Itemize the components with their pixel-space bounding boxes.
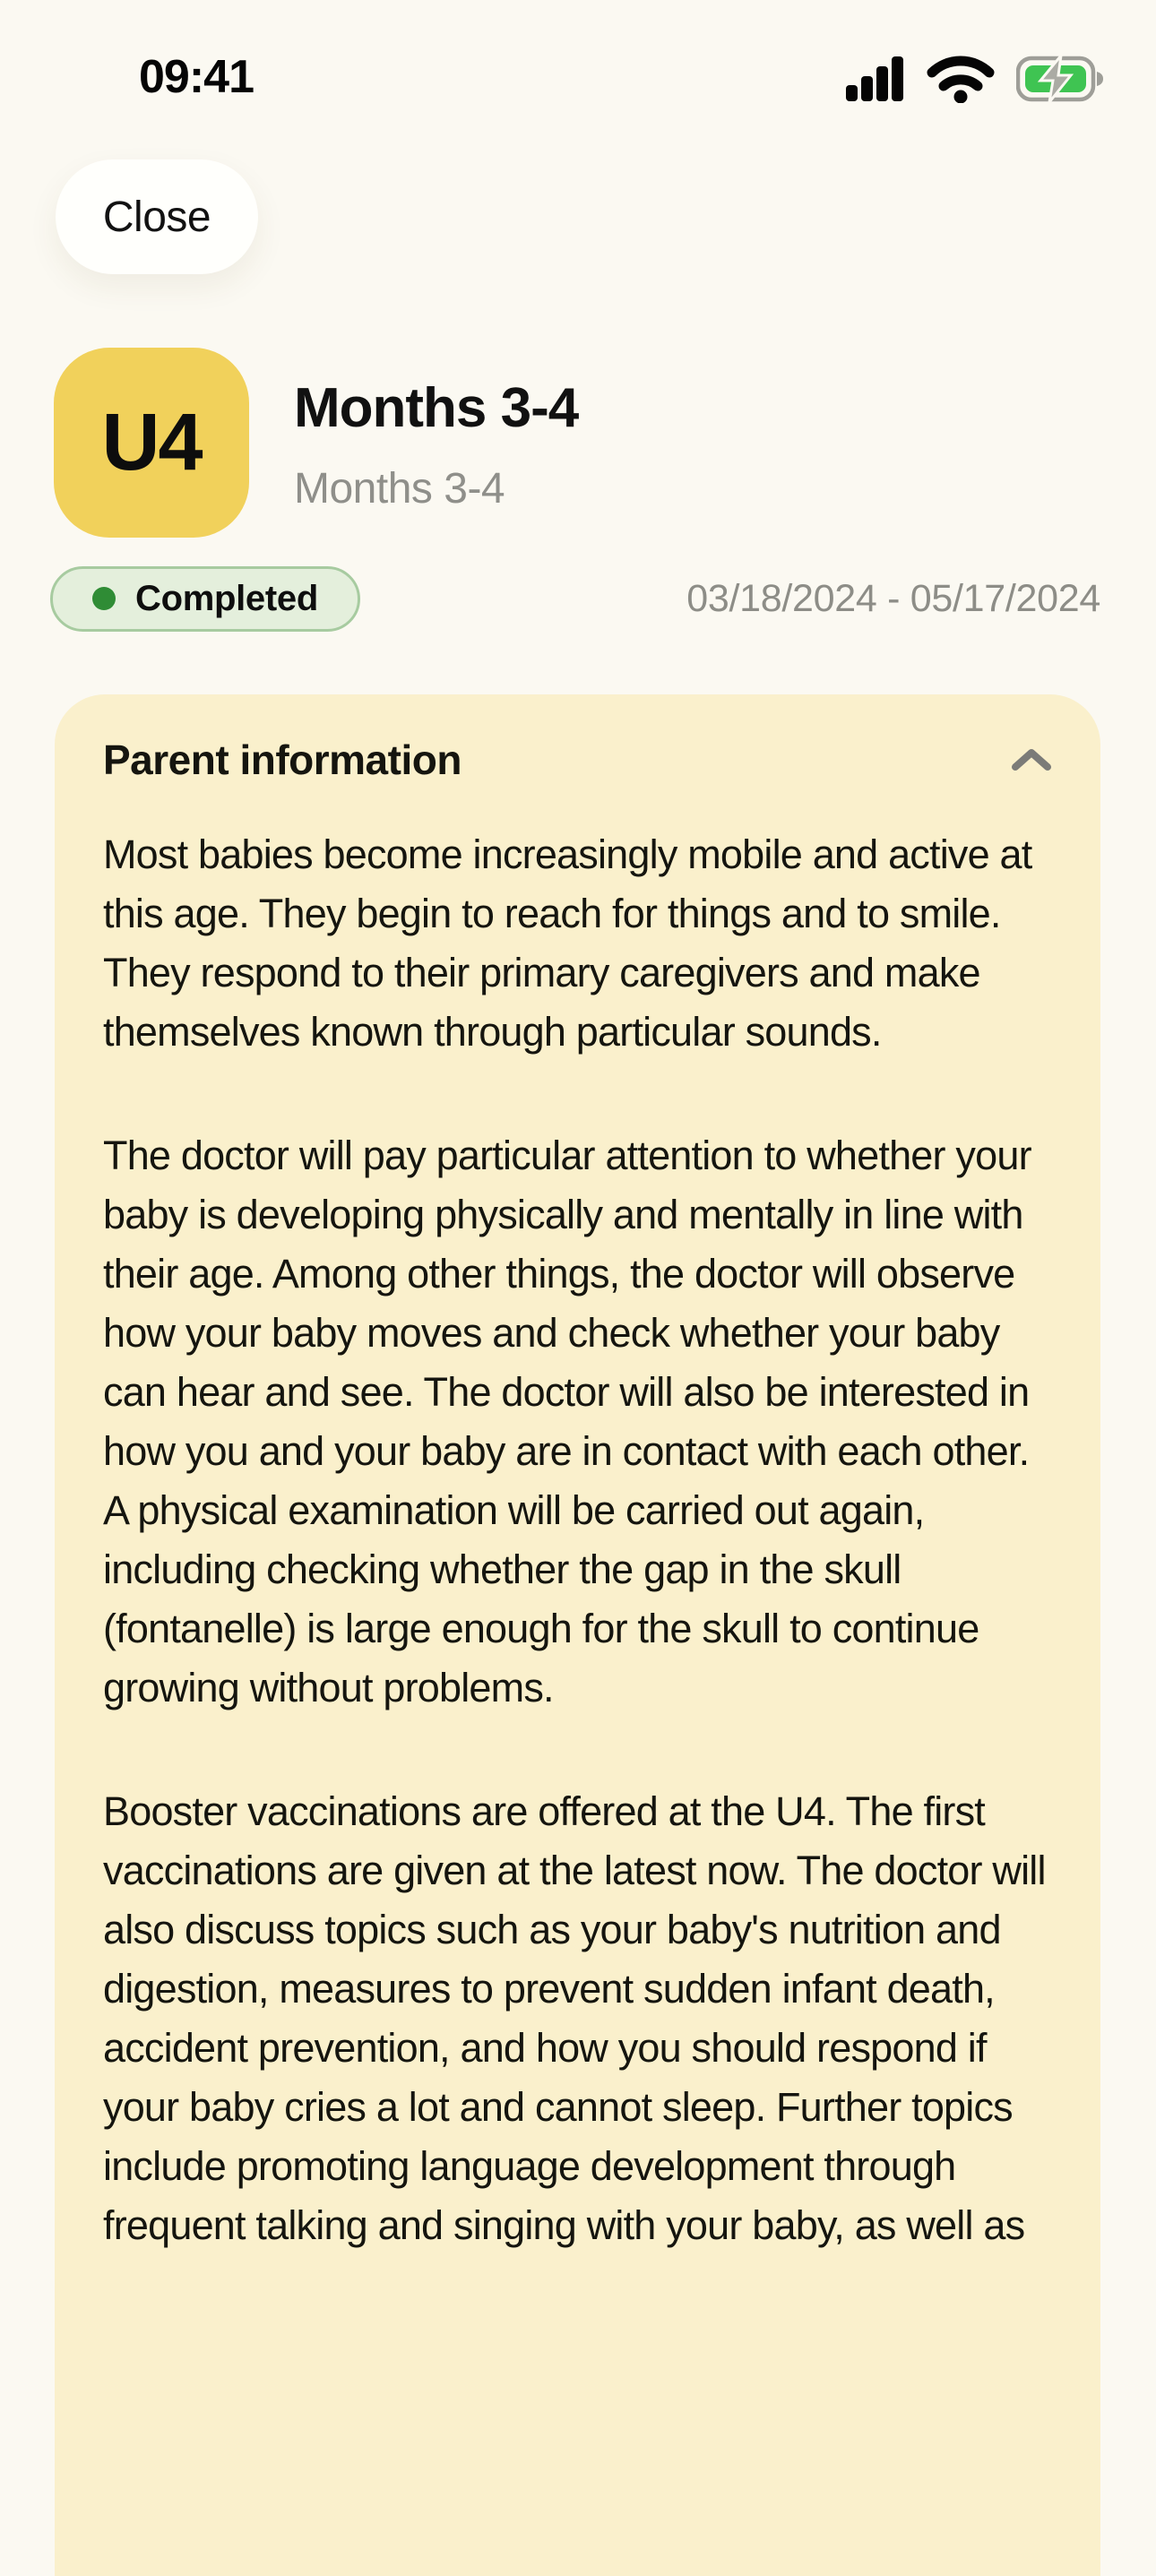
paragraph: Booster vaccinations are offered at the U4. The first vaccinations are given at the latest now. The doctor will also discuss topics such as your baby's nutrition and digestion, measures to prevent sudden infant death, accident prevention, and how you should respond if your baby cries a lot and cannot sleep. Further topics include promoting language development through frequent talking and singing with your baby, as well as — [103, 1788, 1046, 2248]
page-title: Months 3-4 — [294, 377, 579, 439]
paragraph: The doctor will pay particular attention to whether your baby is developing physically and mentally in line with their age. Among other things, the doctor will observe how your baby moves and check whether your baby can hear and see. The doctor will also be interested in how you and your baby are in contact with each other. A physical examination will be carried out again, including checking whether the gap in the skull (fontanelle) is large enough for the skull to continue growing without problems. — [103, 1133, 1031, 1710]
status-label: Completed — [135, 578, 318, 618]
status-bar-time: 09:41 — [139, 51, 254, 103]
chevron-up-icon[interactable] — [1011, 748, 1052, 771]
close-button[interactable]: Close — [56, 159, 258, 274]
wifi-icon — [927, 55, 995, 103]
page-subtitle: Months 3-4 — [294, 465, 505, 513]
date-range: 03/18/2024 - 05/17/2024 — [686, 576, 1100, 620]
status-bar-icons — [846, 54, 1104, 104]
meta-row — [50, 564, 1100, 633]
status-dot-icon — [92, 587, 116, 610]
status-badge — [50, 566, 360, 632]
paragraph: Most babies become increasingly mobile and active at this age. They begin to reach for things and to smile. They respond to their primary caregivers and make themselves known through particular sounds. — [103, 831, 1032, 1055]
parent-information-body — [103, 825, 1052, 2255]
parent-information-card — [55, 694, 1100, 2576]
card-title: Parent information — [103, 737, 462, 783]
parent-information-toggle[interactable] — [103, 736, 1052, 784]
battery-charging-icon — [1016, 56, 1104, 102]
cellular-signal-icon — [846, 56, 905, 101]
checkup-badge: U4 — [54, 348, 249, 538]
